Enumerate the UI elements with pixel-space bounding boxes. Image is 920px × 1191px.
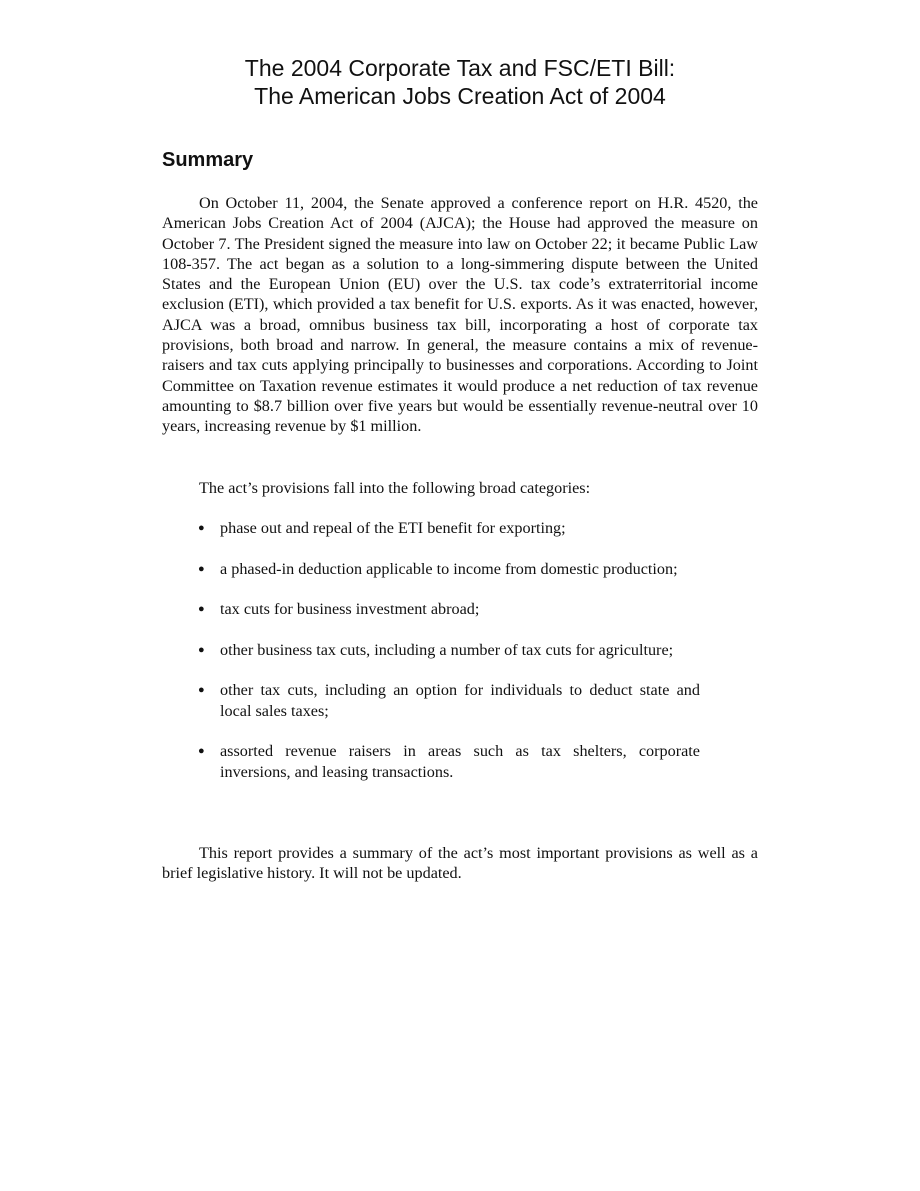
list-item — [198, 680, 700, 721]
closing-paragraph: This report provides a summary of the act’s most important provisions as well as a brief legislative history. It will not be updated. — [162, 844, 758, 883]
categories-bullet-list — [198, 518, 700, 802]
bullet-icon: ● — [198, 522, 205, 534]
bullet-icon: ● — [198, 562, 205, 575]
list-item — [198, 640, 700, 660]
title-line-1: The 2004 Corporate Tax and FSC/ETI Bill: — [244, 55, 676, 81]
list-item-text: other business tax cuts, including a number of tax cuts for agriculture; — [220, 640, 674, 659]
list-item-text: a phased-in deduction applicable to income from domestic production; — [220, 559, 678, 578]
list-item-text: other tax cuts, including an option for individuals to deduct state and local sales taxes; — [220, 681, 700, 720]
categories-intro-paragraph: The act’s provisions fall into the following broad categories: — [199, 479, 591, 497]
summary-heading: Summary — [162, 149, 254, 171]
bullet-icon: ● — [198, 684, 205, 697]
list-item-text: phase out and repeal of the ETI benefit for exporting; — [220, 519, 566, 537]
list-item — [198, 741, 700, 782]
bullet-icon: ● — [198, 745, 205, 758]
title-line-2: The American Jobs Creation Act of 2004 — [254, 83, 666, 109]
bullet-icon: ● — [198, 643, 205, 656]
bullet-icon: ● — [198, 603, 205, 616]
list-item-text: assorted revenue raisers in areas such as tax shelters, corporate inversions, and leasing transactions. — [220, 742, 700, 781]
list-item-text: tax cuts for business investment abroad; — [220, 600, 480, 619]
document-title — [0, 54, 920, 110]
list-item — [198, 599, 700, 619]
summary-paragraph-1: On October 11, 2004, the Senate approved a conference report on H.R. 4520, the American Jobs Creation Act of 2004 (AJCA); the House had approved the measure on October 7. The President signed the measure into law on October 22; it became Public Law 108-357. The act began as a solution to a long-simmering dispute between the United States and the European Union (EU) over the U.S. tax code’s extraterritorial income exclusion (ETI), which provided a tax benefit for U.S. exports. As it was enacted, however, AJCA was a broad, omnibus business tax bill, incorporating a host of corporate tax provisions, both broad and narrow. In general, the measure contains a mix of revenue-raisers and tax cuts applying principally to businesses and corporations. According to Joint Committee on Taxation revenue estimates it would produce a net reduction of tax revenue amounting to $8.7 billion over five years but would be essentially revenue-neutral over 10 years, increasing revenue by $1 million. — [162, 194, 758, 436]
list-item — [198, 518, 700, 538]
list-item — [198, 559, 700, 579]
